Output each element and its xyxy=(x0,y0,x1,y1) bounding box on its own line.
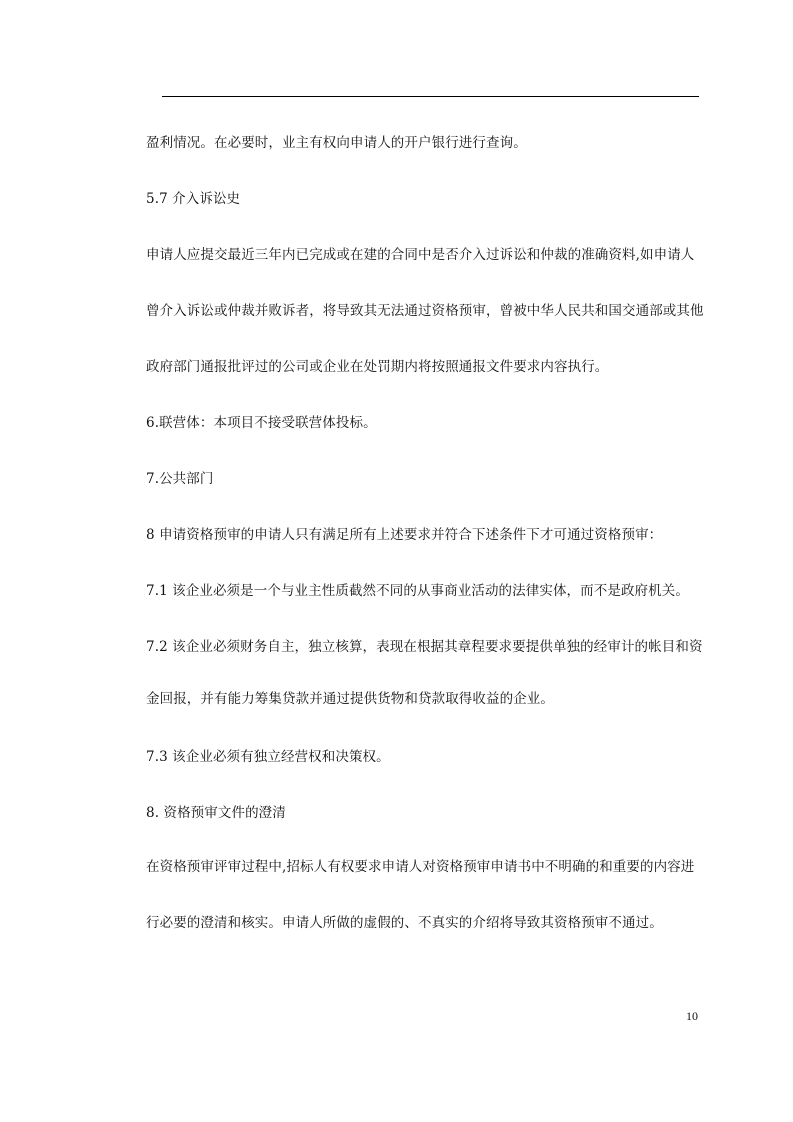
text-line-8: 8 申请资格预审的申请人只有满足所有上述要求并符合下述条件下才可通过资格预审： xyxy=(146,527,663,543)
text-line-7-2-cont: 金回报，并有能力筹集贷款并通过提供货物和贷款取得收益的企业。 xyxy=(146,691,554,707)
text-line-5: 政府部门通报批评过的公司或企业在处罚期内将按照通报文件要求内容执行。 xyxy=(146,359,609,375)
page-number: 10 xyxy=(686,1009,698,1023)
header-rule xyxy=(162,96,699,97)
text-line-15: 行必要的澄清和核实。申请人所做的虚假的、不真实的介绍将导致其资格预审不通过。 xyxy=(146,915,663,931)
text-line-1: 盈利情况。在必要时，业主有权向申请人的开户银行进行查询。 xyxy=(146,135,527,151)
text-line-7-2: 7.2 该企业必须财务自主，独立核算，表现在根据其章程要求要提供单独的经审计的帐目和资 xyxy=(146,639,703,655)
section-heading-8: 8. 资格预审文件的澄清 xyxy=(146,805,286,821)
section-heading-6: 6.联营体：本项目不接受联营体投标。 xyxy=(146,415,377,431)
text-line-14: 在资格预审评审过程中,招标人有权要求申请人对资格预审申请书中不明确的和重要的内容进 xyxy=(146,859,695,875)
section-heading-5-7: 5.7 介入诉讼史 xyxy=(146,191,241,207)
text-line-7-3: 7.3 该企业必须有独立经营权和决策权。 xyxy=(146,749,390,765)
text-line-7-1: 7.1 该企业必须是一个与业主性质截然不同的从事商业活动的法律实体，而不是政府机关。 xyxy=(146,583,689,599)
text-line-3: 申请人应提交最近三年内已完成或在建的合同中是否介入过诉讼和仲裁的准确资料,如申请人 xyxy=(146,247,695,263)
section-heading-7: 7.公共部门 xyxy=(146,471,214,487)
text-line-4: 曾介入诉讼或仲裁并败诉者，将导致其无法通过资格预审，曾被中华人民共和国交通部或其他 xyxy=(146,303,704,319)
